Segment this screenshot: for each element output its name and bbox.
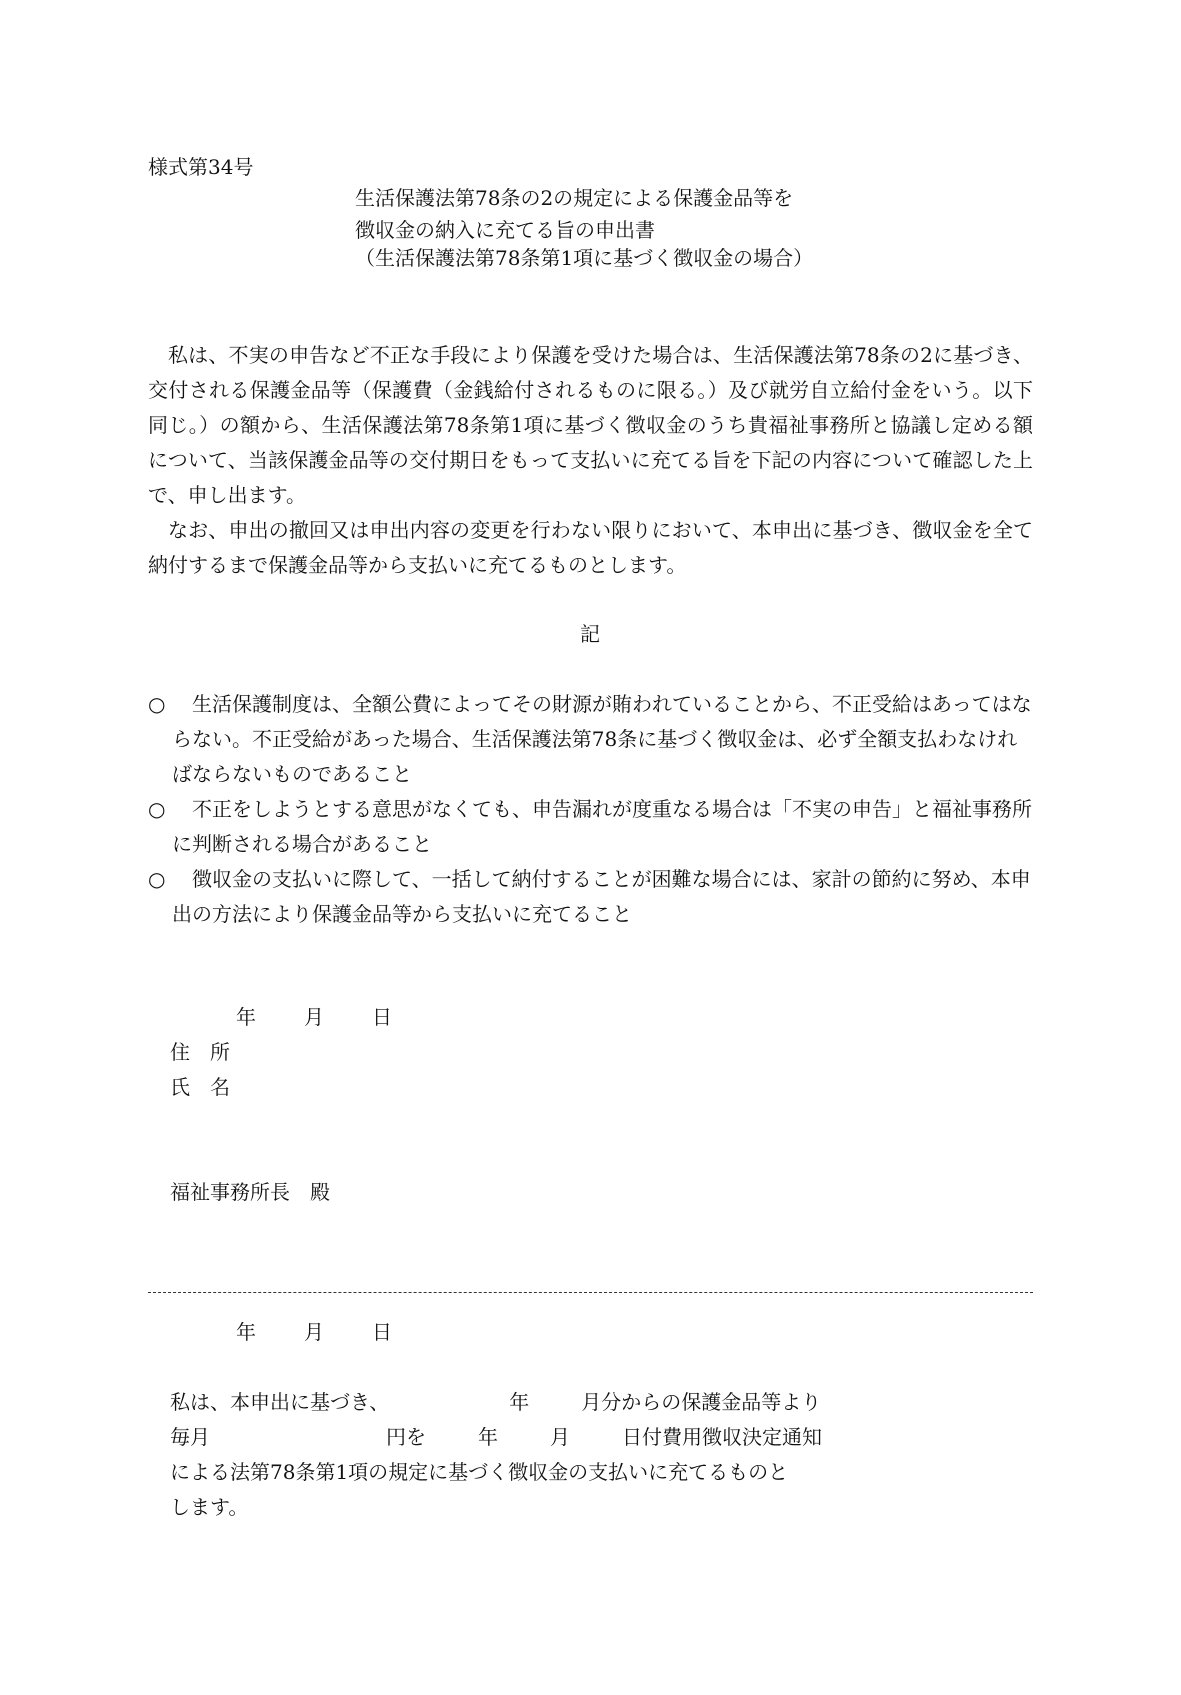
- decision-line-1: [170, 1390, 821, 1414]
- decision-text: 月分からの保護金品等より: [581, 1390, 822, 1414]
- decision-date: [236, 1320, 392, 1344]
- note-item: [148, 792, 1033, 862]
- withdrawal-paragraph: なお、申出の撤回又は申出内容の変更を行わない限りにおいて、本申出に基づき、徴収金を全て納付するまで保護金品等から支払いに充てるものとします。: [148, 518, 1033, 577]
- note-item-text: 不正をしようとする意思がなくても、申告漏れが度重なる場合は「不実の申告」と福祉事務所に判断される場合があること: [172, 797, 1032, 856]
- application-date: [236, 1005, 392, 1029]
- document-title-line-2: 徴収金の納入に充てる旨の申出書: [355, 218, 655, 242]
- year-label: 年: [236, 1005, 256, 1029]
- month-label: 月: [304, 1320, 324, 1344]
- decision-text: 日付費用徴収決定通知: [622, 1425, 822, 1449]
- note-item-text: 徴収金の支払いに際して、一括して納付することが困難な場合には、家計の節約に努め、本申出の方法により保護金品等から支払いに充てること: [172, 867, 1031, 926]
- document-title-line-1: 生活保護法第78条の2の規定による保護金品等を: [355, 186, 794, 210]
- bullet-circle-icon: ○: [148, 692, 166, 716]
- decision-text: 円を: [386, 1425, 426, 1449]
- name-label: 氏 名: [170, 1075, 230, 1099]
- month-label: 月: [550, 1425, 570, 1449]
- notes-heading: 記: [580, 622, 600, 646]
- declaration-paragraph: 私は、不実の申告など不正な手段により保護を受けた場合は、生活保護法第78条の2に基づき、交付される保護金品等（保護費（金銭給付されるものに限る。）及び就労自立給付金をいう。以下同じ。）の額から、生活保護法第78条第1項に基づく徴収金のうち貴福祉事務所と協議し定める額について、当該保護金品等の交付期日をもって支払いに充てる旨を下記の内容について確認した上で、申し出ます。: [148, 343, 1033, 507]
- decision-line-4: します。: [170, 1495, 249, 1519]
- year-label: 年: [236, 1320, 256, 1344]
- document-title-line-3: （生活保護法第78条第1項に基づく徴収金の場合）: [355, 246, 814, 270]
- note-item: [148, 862, 1033, 932]
- note-item-text: 生活保護制度は、全額公費によってその財源が賄われていることから、不正受給はあってはならない。不正受給があった場合、生活保護法第78条に基づく徴収金は、必ず全額支払わなければならないものであること: [172, 692, 1032, 786]
- day-label: 日: [372, 1320, 392, 1344]
- decision-line-3: による法第78条第1項の規定に基づく徴収金の支払いに充てるものと: [170, 1460, 789, 1484]
- decision-text: 私は、本申出に基づき、: [170, 1390, 390, 1414]
- cut-line-divider: [148, 1292, 1033, 1293]
- decision-line-2: [170, 1425, 822, 1449]
- year-label: 年: [478, 1425, 498, 1449]
- year-label: 年: [509, 1390, 530, 1414]
- bullet-circle-icon: ○: [148, 867, 166, 891]
- recipient-label: 福祉事務所長 殿: [170, 1180, 330, 1204]
- day-label: 日: [372, 1005, 392, 1029]
- month-label: 月: [304, 1005, 324, 1029]
- decision-text: 毎月: [170, 1425, 210, 1449]
- form-number: 様式第34号: [148, 155, 254, 179]
- bullet-circle-icon: ○: [148, 797, 166, 821]
- address-label: 住 所: [170, 1040, 230, 1064]
- note-item: [148, 687, 1033, 792]
